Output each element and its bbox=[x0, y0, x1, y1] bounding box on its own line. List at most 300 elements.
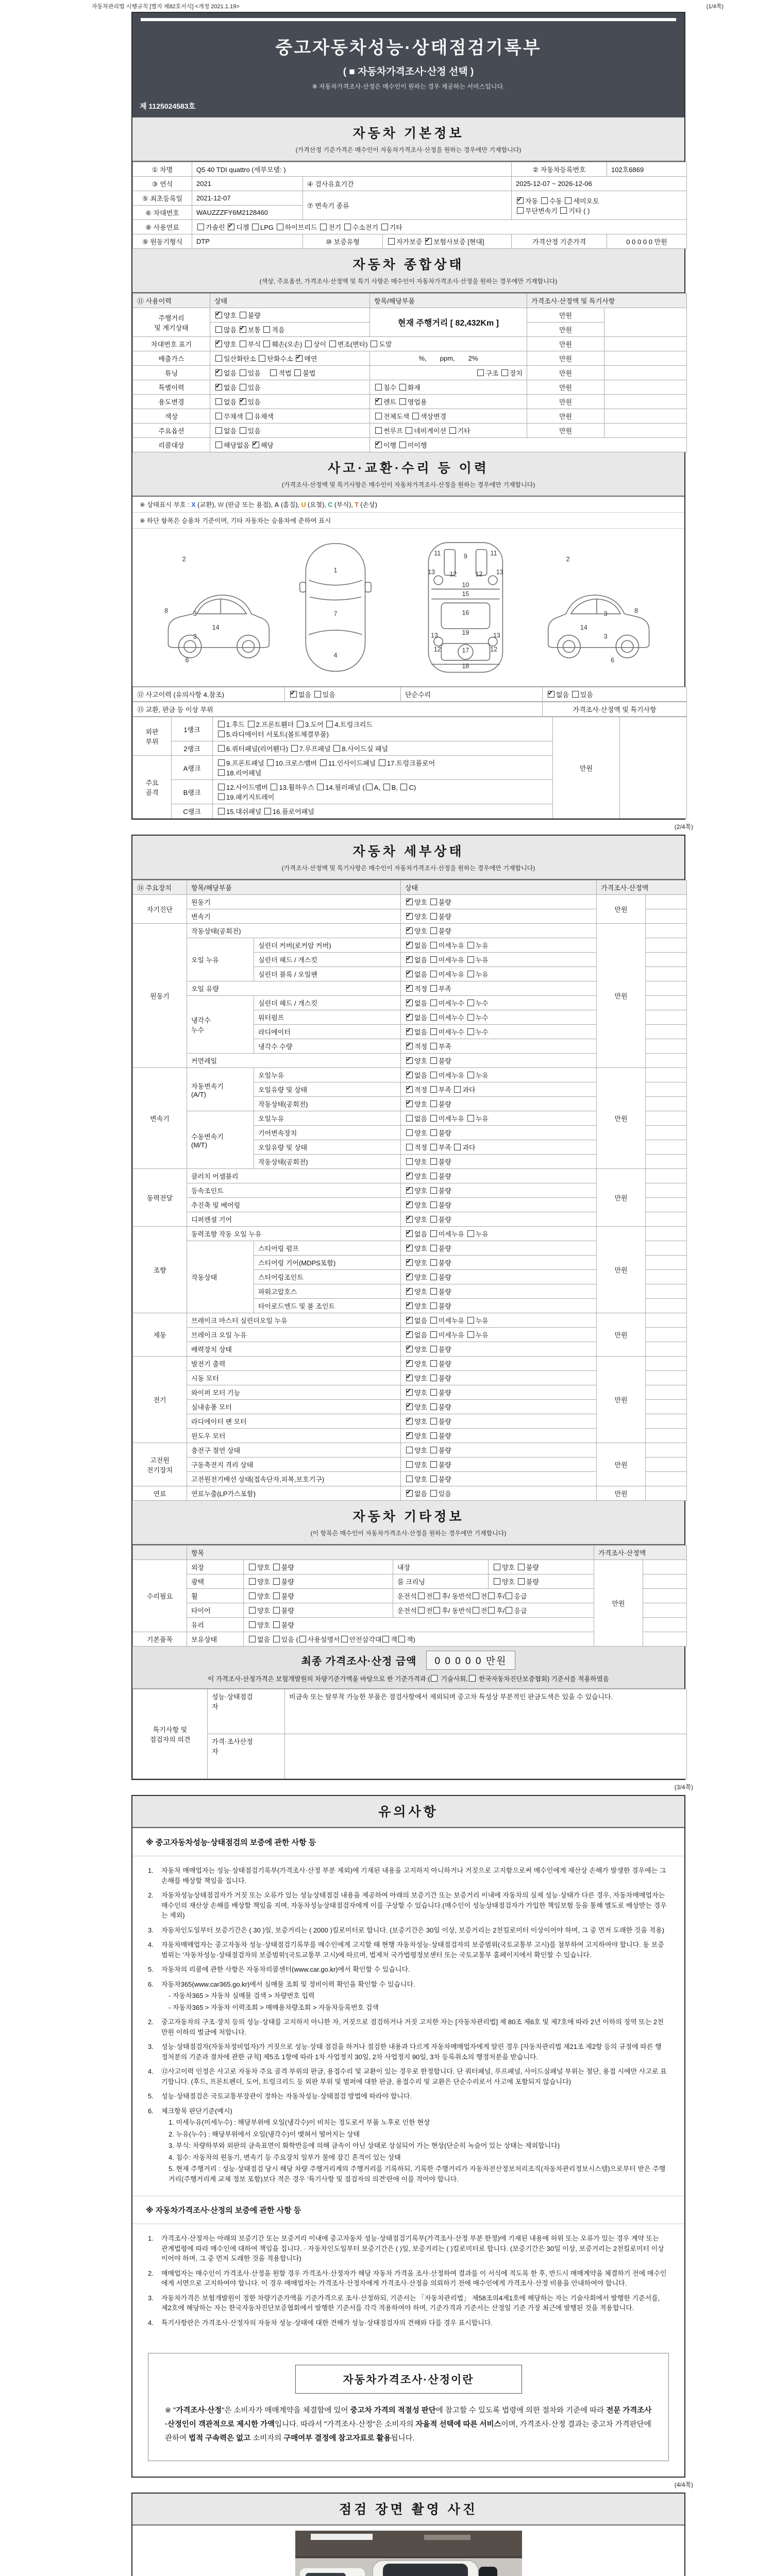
table-cell[interactable]: 양호 불량 bbox=[401, 1443, 597, 1458]
table-cell[interactable]: ✔ 양호 불량 bbox=[401, 1357, 597, 1371]
table-cell[interactable]: 양호 불량 bbox=[244, 1589, 393, 1603]
table-cell[interactable]: ✔ 양호 불량 bbox=[401, 1414, 597, 1429]
checkbox-unchecked[interactable] bbox=[406, 1461, 413, 1468]
table-cell[interactable]: 전체도색 색상변경 bbox=[370, 409, 527, 423]
table-cell[interactable]: ✔ 없음 미세누수 누수 bbox=[401, 1010, 597, 1025]
checkbox-checked[interactable] bbox=[425, 238, 432, 245]
checkbox-unchecked[interactable] bbox=[560, 207, 567, 214]
checkbox-checked[interactable] bbox=[406, 1274, 413, 1280]
checkbox-checked[interactable] bbox=[406, 1057, 413, 1064]
checkbox-unchecked[interactable] bbox=[430, 1057, 437, 1064]
table-cell[interactable]: ✔ 없음 미세누수 누수 bbox=[401, 1025, 597, 1039]
checkbox-unchecked[interactable] bbox=[215, 413, 222, 419]
checkbox-unchecked[interactable] bbox=[565, 197, 572, 204]
table-cell[interactable]: ✔ 양호 불량 bbox=[401, 1212, 597, 1227]
checkbox-unchecked[interactable] bbox=[320, 224, 327, 230]
checkbox-unchecked[interactable] bbox=[430, 1432, 437, 1439]
checkbox-unchecked[interactable] bbox=[218, 793, 225, 800]
checkbox-checked[interactable] bbox=[406, 1230, 413, 1237]
checkbox-unchecked[interactable] bbox=[473, 1592, 479, 1599]
table-cell[interactable]: ✔ 양호 불량 bbox=[401, 1256, 597, 1270]
checkbox-unchecked[interactable] bbox=[473, 1607, 479, 1614]
checkbox-checked[interactable] bbox=[548, 691, 554, 698]
table-cell[interactable]: ✔자동 수동 세미오토 무단변속기 기타 ( ) bbox=[512, 191, 687, 220]
table-cell[interactable]: 침수 화재 bbox=[370, 380, 527, 395]
table-cell[interactable]: ✔ 양호 불량 bbox=[401, 1284, 597, 1299]
checkbox-checked[interactable] bbox=[406, 1173, 413, 1179]
checkbox-unchecked[interactable] bbox=[430, 1447, 437, 1453]
table-cell[interactable]: ✔ 없음 미세누유 누유 bbox=[401, 967, 597, 981]
checkbox-unchecked[interactable] bbox=[218, 769, 225, 776]
checkbox-unchecked[interactable] bbox=[341, 1636, 348, 1642]
checkbox-unchecked[interactable] bbox=[518, 1578, 525, 1585]
checkbox-unchecked[interactable] bbox=[273, 1607, 280, 1614]
table-cell[interactable]: 양호 불량 bbox=[401, 1472, 597, 1486]
checkbox-unchecked[interactable] bbox=[406, 1129, 413, 1136]
table-cell[interactable]: 적정 부족 과다 bbox=[401, 1140, 597, 1155]
checkbox-unchecked[interactable] bbox=[271, 784, 277, 790]
checkbox-unchecked[interactable] bbox=[273, 1636, 280, 1642]
table-cell[interactable]: ✔ 없음 있음 bbox=[210, 380, 370, 395]
checkbox-unchecked[interactable] bbox=[398, 1636, 405, 1642]
checkbox-checked[interactable] bbox=[406, 1100, 413, 1107]
checkbox-unchecked[interactable] bbox=[294, 369, 301, 376]
checkbox-unchecked[interactable] bbox=[430, 1403, 437, 1410]
checkbox-unchecked[interactable] bbox=[218, 721, 225, 727]
checkbox-unchecked[interactable] bbox=[314, 691, 321, 698]
checkbox-unchecked[interactable] bbox=[501, 369, 508, 376]
checkbox-unchecked[interactable] bbox=[494, 1564, 500, 1570]
table-cell[interactable]: 구조 장치 bbox=[370, 366, 527, 380]
checkbox-checked[interactable] bbox=[406, 1360, 413, 1367]
table-cell[interactable]: ✔ 양호 불량 bbox=[401, 1299, 597, 1313]
table-cell: 2랭크 bbox=[172, 741, 213, 756]
checkbox-unchecked[interactable] bbox=[418, 1607, 425, 1614]
checkbox-unchecked[interactable] bbox=[488, 1607, 495, 1614]
table-cell[interactable]: ✔ 양호 불량 bbox=[401, 909, 597, 924]
checkbox-checked[interactable] bbox=[406, 956, 413, 963]
checkbox-unchecked[interactable] bbox=[430, 1043, 437, 1049]
table-cell[interactable]: 없음 있음 ( 사용설명서 안전삼각대 잭 잭) bbox=[244, 1632, 594, 1647]
other-section-title: 자동차 기타정보 bbox=[352, 1510, 464, 1524]
table-cell[interactable]: 가솔린 ✔디젤 LPG 하이브리드 전기 수소전기 기타 bbox=[192, 220, 687, 234]
checkbox-unchecked[interactable] bbox=[381, 224, 388, 230]
table-cell[interactable]: ✔ 양호 불량 bbox=[401, 1270, 597, 1284]
checkbox-unchecked[interactable] bbox=[431, 1675, 438, 1682]
checkbox-unchecked[interactable] bbox=[388, 238, 395, 245]
table-cell[interactable]: 없음 미세누유 누유 bbox=[401, 1111, 597, 1126]
checkbox-unchecked[interactable] bbox=[477, 369, 484, 376]
checkbox-unchecked[interactable] bbox=[406, 1476, 413, 1482]
table-cell[interactable]: ✔ 없음 있음 bbox=[543, 687, 687, 702]
checkbox-checked[interactable] bbox=[406, 999, 413, 1006]
checkbox-unchecked[interactable] bbox=[467, 971, 474, 977]
checkbox-checked[interactable] bbox=[406, 1317, 413, 1324]
checkbox-checked[interactable] bbox=[253, 442, 259, 448]
table-cell[interactable]: ✔ 렌트 영업용 bbox=[370, 395, 527, 409]
checkbox-unchecked[interactable] bbox=[430, 1028, 437, 1035]
table-cell[interactable]: ✔ 양호 불량 bbox=[401, 895, 597, 909]
checkbox-unchecked[interactable] bbox=[494, 1578, 500, 1585]
table-cell[interactable]: 15.대쉬패널 16.플로어패널 bbox=[213, 804, 553, 819]
table-cell[interactable]: 많음 ✔보통 적음 bbox=[210, 323, 370, 337]
checkbox-unchecked[interactable] bbox=[430, 1476, 437, 1482]
table-cell[interactable]: 양호 불량 bbox=[244, 1574, 393, 1589]
panel-number-3: 3 bbox=[603, 610, 608, 618]
checkbox-unchecked[interactable] bbox=[240, 312, 246, 318]
checkbox-unchecked[interactable] bbox=[430, 1375, 437, 1381]
checkbox-unchecked[interactable] bbox=[467, 1230, 474, 1237]
table-cell[interactable]: ✔ 없음 있음 bbox=[401, 1486, 597, 1501]
checkbox-checked[interactable] bbox=[406, 899, 413, 905]
checkbox-checked[interactable] bbox=[406, 1245, 413, 1251]
checkbox-unchecked[interactable] bbox=[273, 1621, 280, 1628]
checkbox-checked[interactable] bbox=[406, 1259, 413, 1266]
checkbox-unchecked[interactable] bbox=[418, 1592, 425, 1599]
table-cell[interactable]: ✔ 양호 불량 bbox=[401, 1385, 597, 1400]
checkbox-unchecked[interactable] bbox=[430, 1173, 437, 1179]
table-cell[interactable]: 없음 있음 bbox=[210, 423, 370, 438]
checkbox-unchecked[interactable] bbox=[488, 1592, 495, 1599]
table-cell[interactable]: ✔ 없음 미세누유 누유 bbox=[401, 938, 597, 953]
table-cell[interactable]: ✔ 양호 불량 bbox=[401, 1054, 597, 1068]
checkbox-unchecked[interactable] bbox=[467, 1115, 474, 1122]
table-cell[interactable]: 운전석 전 후/ 동반석 전 후/ 응급 bbox=[393, 1603, 594, 1618]
checkbox-checked[interactable] bbox=[215, 341, 222, 347]
checkbox-checked[interactable] bbox=[240, 326, 246, 333]
checkbox-unchecked[interactable] bbox=[291, 745, 298, 752]
checkbox-unchecked[interactable] bbox=[249, 1592, 256, 1599]
checkbox-unchecked[interactable] bbox=[430, 1288, 437, 1295]
checkbox-unchecked[interactable] bbox=[329, 341, 336, 347]
checkbox-checked[interactable] bbox=[517, 197, 524, 204]
checkbox-unchecked[interactable] bbox=[430, 1072, 437, 1078]
checkbox-unchecked[interactable] bbox=[506, 1592, 512, 1599]
checkbox-unchecked[interactable] bbox=[430, 985, 437, 992]
table-cell[interactable]: 양호 불량 bbox=[401, 1458, 597, 1472]
checkbox-unchecked[interactable] bbox=[267, 759, 274, 766]
accident-section-title: 사고·교환·수리 등 이력 bbox=[328, 461, 489, 476]
checkbox-unchecked[interactable] bbox=[430, 1129, 437, 1136]
checkbox-unchecked[interactable] bbox=[305, 341, 312, 347]
checkbox-unchecked[interactable] bbox=[249, 1564, 256, 1570]
checkbox-unchecked[interactable] bbox=[430, 1360, 437, 1367]
checkbox-checked[interactable] bbox=[406, 1403, 413, 1410]
checkbox-checked[interactable] bbox=[406, 1201, 413, 1208]
checkbox-unchecked[interactable] bbox=[400, 784, 407, 790]
checkbox-checked[interactable] bbox=[406, 1086, 413, 1093]
checkbox-checked[interactable] bbox=[406, 1302, 413, 1309]
checkbox-unchecked[interactable] bbox=[273, 1592, 280, 1599]
table-cell[interactable]: ✔ 양호 불량 bbox=[401, 1198, 597, 1212]
checkbox-checked[interactable] bbox=[406, 1216, 413, 1223]
checkbox-unchecked[interactable] bbox=[430, 899, 437, 905]
checkbox-unchecked[interactable] bbox=[270, 369, 277, 376]
table-cell[interactable]: ✔ 양호 불량 bbox=[401, 1183, 597, 1198]
table-cell[interactable]: ✔ 없음 있음 bbox=[285, 687, 401, 702]
table-cell[interactable]: 자가보증 ✔보험사보증 [현대] bbox=[383, 234, 512, 249]
checkbox-unchecked[interactable] bbox=[326, 721, 333, 727]
checkbox-unchecked[interactable] bbox=[430, 1418, 437, 1425]
checkbox-unchecked[interactable] bbox=[430, 1490, 437, 1497]
checkbox-unchecked[interactable] bbox=[366, 784, 373, 790]
table-cell[interactable]: 양호 불량 bbox=[401, 1155, 597, 1169]
table-cell[interactable]: ✔ 없음 있음 적법 불법 bbox=[210, 366, 370, 380]
checkbox-checked[interactable] bbox=[406, 1187, 413, 1194]
checkbox-unchecked[interactable] bbox=[249, 1578, 256, 1585]
checkbox-unchecked[interactable] bbox=[430, 1302, 437, 1309]
checkbox-checked[interactable] bbox=[375, 398, 382, 405]
checkbox-unchecked[interactable] bbox=[379, 759, 385, 766]
checkbox-unchecked[interactable] bbox=[249, 1636, 256, 1642]
checkbox-unchecked[interactable] bbox=[430, 1115, 437, 1122]
checkbox-unchecked[interactable] bbox=[259, 355, 265, 362]
checkbox-unchecked[interactable] bbox=[430, 913, 437, 920]
table-cell[interactable]: ✔ 없음 미세누유 누유 bbox=[401, 1313, 597, 1328]
checkbox-unchecked[interactable] bbox=[430, 1259, 437, 1266]
checkbox-unchecked[interactable] bbox=[430, 1230, 437, 1237]
checkbox-unchecked[interactable] bbox=[197, 224, 204, 230]
checkbox-checked[interactable] bbox=[406, 1072, 413, 1078]
checkbox-unchecked[interactable] bbox=[467, 1072, 474, 1078]
checkbox-unchecked[interactable] bbox=[215, 442, 222, 448]
checkbox-unchecked[interactable] bbox=[382, 1636, 389, 1642]
checkbox-unchecked[interactable] bbox=[218, 784, 225, 790]
table-cell[interactable]: ✔ 없음 미세누유 누유 bbox=[401, 953, 597, 967]
checkbox-checked[interactable] bbox=[215, 369, 222, 376]
checkbox-unchecked[interactable] bbox=[333, 745, 340, 752]
checkbox-unchecked[interactable] bbox=[467, 1014, 474, 1021]
checkbox-unchecked[interactable] bbox=[248, 721, 255, 727]
table-cell[interactable]: ✔ 양호 불량 bbox=[401, 1097, 597, 1111]
table-cell[interactable]: ✔양호 불량 bbox=[210, 308, 370, 323]
checkbox-unchecked[interactable] bbox=[572, 691, 579, 698]
checkbox-unchecked[interactable] bbox=[467, 999, 474, 1006]
checkbox-checked[interactable] bbox=[215, 384, 222, 391]
checkbox-unchecked[interactable] bbox=[467, 956, 474, 963]
panel-number-13: 13 bbox=[427, 568, 435, 576]
checkbox-unchecked[interactable] bbox=[430, 999, 437, 1006]
checkbox-unchecked[interactable] bbox=[449, 427, 456, 434]
table-cell[interactable]: ✔ 적정 부족 bbox=[401, 981, 597, 996]
table-cell[interactable]: 양호 불량 bbox=[244, 1560, 393, 1574]
checkbox-unchecked[interactable] bbox=[273, 1564, 280, 1570]
table-cell: ① 차명 bbox=[133, 162, 192, 177]
table-cell[interactable]: ✔ 적정 부족 과다 bbox=[401, 1082, 597, 1097]
checkbox-checked[interactable] bbox=[406, 1490, 413, 1497]
checkbox-checked[interactable] bbox=[406, 1375, 413, 1381]
checkbox-unchecked[interactable] bbox=[430, 1144, 437, 1150]
checkbox-checked[interactable] bbox=[406, 913, 413, 920]
table-cell[interactable]: 썬루프 네비게이션 기타 bbox=[370, 423, 527, 438]
checkbox-unchecked[interactable] bbox=[430, 1216, 437, 1223]
checkbox-checked[interactable] bbox=[406, 1028, 413, 1035]
checkbox-unchecked[interactable] bbox=[430, 1346, 437, 1352]
checkbox-unchecked[interactable] bbox=[240, 341, 246, 347]
table-cell[interactable]: 무채색 유채색 bbox=[210, 409, 370, 423]
checkbox-unchecked[interactable] bbox=[399, 384, 406, 391]
checkbox-checked[interactable] bbox=[228, 224, 234, 230]
table-cell[interactable]: ✔ 없음 미세누유 누유 bbox=[401, 1068, 597, 1082]
checkbox-unchecked[interactable] bbox=[506, 1607, 512, 1614]
checkbox-unchecked[interactable] bbox=[240, 369, 246, 376]
checkbox-unchecked[interactable] bbox=[218, 808, 225, 815]
checkbox-unchecked[interactable] bbox=[430, 1158, 437, 1165]
table-cell[interactable]: ✔ 양호 불량 bbox=[401, 1429, 597, 1443]
checkbox-checked[interactable] bbox=[375, 442, 382, 448]
checkbox-unchecked[interactable] bbox=[218, 745, 225, 752]
checkbox-unchecked[interactable] bbox=[430, 942, 437, 948]
checkbox-unchecked[interactable] bbox=[430, 971, 437, 977]
checkbox-unchecked[interactable] bbox=[469, 1675, 476, 1682]
table-cell[interactable]: ✔ 없음 미세누수 누수 bbox=[401, 996, 597, 1010]
checkbox-unchecked[interactable] bbox=[454, 1144, 461, 1150]
checkbox-unchecked[interactable] bbox=[240, 384, 246, 391]
checkbox-unchecked[interactable] bbox=[433, 1592, 440, 1599]
car-diagram-wrap bbox=[132, 529, 684, 687]
checkbox-unchecked[interactable] bbox=[317, 784, 324, 790]
checkbox-unchecked[interactable] bbox=[430, 927, 437, 934]
table-cell[interactable]: ✔ 없음 미세누유 누유 bbox=[401, 1227, 597, 1241]
table-cell[interactable]: 1.후드 2.프론트휀더 3.도어 4.트렁크리드 5.라디에이터 서포트(볼트체결부품) bbox=[213, 717, 553, 741]
checkbox-unchecked[interactable] bbox=[406, 1144, 413, 1150]
checkbox-unchecked[interactable] bbox=[218, 731, 225, 737]
checkbox-unchecked[interactable] bbox=[249, 1607, 256, 1614]
checkbox-unchecked[interactable] bbox=[215, 427, 222, 434]
checkbox-unchecked[interactable] bbox=[467, 1331, 474, 1338]
checkbox-unchecked[interactable] bbox=[399, 442, 406, 448]
table-cell[interactable]: 없음 ✔있음 bbox=[210, 395, 370, 409]
table-cell[interactable]: 양호 불량 bbox=[244, 1618, 594, 1632]
checkbox-unchecked[interactable] bbox=[430, 1014, 437, 1021]
table-cell[interactable]: 양호 불량 bbox=[489, 1560, 594, 1574]
checkbox-checked[interactable] bbox=[406, 1288, 413, 1295]
checkbox-unchecked[interactable] bbox=[406, 1447, 413, 1453]
checkbox-unchecked[interactable] bbox=[430, 1086, 437, 1093]
checkbox-unchecked[interactable] bbox=[263, 341, 270, 347]
table-cell[interactable]: 해당없음 ✔해당 bbox=[210, 438, 370, 452]
table-cell[interactable]: ✔ 양호 불량 bbox=[401, 924, 597, 938]
checkbox-unchecked[interactable] bbox=[273, 1578, 280, 1585]
checkbox-unchecked[interactable] bbox=[430, 1461, 437, 1468]
checkbox-unchecked[interactable] bbox=[399, 398, 406, 405]
checkbox-unchecked[interactable] bbox=[297, 721, 304, 727]
checkbox-checked[interactable] bbox=[406, 942, 413, 948]
checkbox-checked[interactable] bbox=[406, 1346, 413, 1352]
checkbox-unchecked[interactable] bbox=[218, 759, 225, 766]
checkbox-unchecked[interactable] bbox=[263, 326, 270, 333]
table-cell[interactable]: ✔ 양호 불량 bbox=[401, 1371, 597, 1385]
checkbox-unchecked[interactable] bbox=[299, 1636, 306, 1642]
checkbox-checked[interactable] bbox=[406, 971, 413, 977]
table-cell[interactable]: 양호 불량 bbox=[244, 1603, 393, 1618]
table-cell[interactable]: ✔ 양호 부식 훼손(오손) 상이 변조(변타) 도말 bbox=[210, 337, 527, 351]
notice-item-number: 2. bbox=[148, 1891, 154, 1899]
table-cell[interactable]: 일산화탄소 탄화수소 ✔매연 bbox=[210, 351, 370, 366]
checkbox-unchecked[interactable] bbox=[430, 956, 437, 963]
table-cell[interactable]: ✔ 양호 불량 bbox=[401, 1241, 597, 1256]
table-cell[interactable]: ✔ 양호 불량 bbox=[401, 1169, 597, 1183]
checkbox-unchecked[interactable] bbox=[430, 1187, 437, 1194]
checkbox-unchecked[interactable] bbox=[249, 1621, 256, 1628]
checkbox-checked[interactable] bbox=[240, 398, 246, 405]
checkbox-unchecked[interactable] bbox=[375, 427, 382, 434]
table-cell[interactable]: 운전석 전 후/ 동반석 전 후/ 응급 bbox=[393, 1589, 594, 1603]
table-cell[interactable]: ✔ 양호 불량 bbox=[401, 1400, 597, 1414]
notice-block-heading: ※ 자동차가격조사·산정의 보증에 관한 사항 등 bbox=[132, 2196, 684, 2224]
checkbox-unchecked[interactable] bbox=[344, 224, 351, 230]
checkbox-checked[interactable] bbox=[290, 691, 297, 698]
checkbox-unchecked[interactable] bbox=[430, 1331, 437, 1338]
checkbox-unchecked[interactable] bbox=[240, 427, 246, 434]
checkbox-checked[interactable] bbox=[406, 1043, 413, 1049]
checkbox-unchecked[interactable] bbox=[430, 1100, 437, 1107]
checkbox-checked[interactable] bbox=[406, 1418, 413, 1425]
table-cell[interactable]: ✔ 양호 불량 bbox=[401, 1342, 597, 1357]
notice-item-number: 5. bbox=[148, 1965, 154, 1973]
checkbox-unchecked[interactable] bbox=[406, 1115, 413, 1122]
checkbox-unchecked[interactable] bbox=[412, 413, 419, 419]
table-cell[interactable]: 12.사이드멤버 13.휠하우스 14.필러패널 ( A, B, C) 19.패키지트레이 bbox=[213, 780, 553, 804]
table-cell[interactable]: ✔ 없음 미세누유 누유 bbox=[401, 1328, 597, 1342]
checkbox-checked[interactable] bbox=[215, 312, 222, 318]
table-cell[interactable]: ✔ 적정 부족 bbox=[401, 1039, 597, 1054]
checkbox-checked[interactable] bbox=[406, 985, 413, 992]
table-cell[interactable]: ✔ 이행 미이행 bbox=[370, 438, 687, 452]
checkbox-unchecked[interactable] bbox=[371, 341, 377, 347]
checkbox-unchecked[interactable] bbox=[277, 224, 283, 230]
checkbox-checked[interactable] bbox=[406, 1432, 413, 1439]
checkbox-unchecked[interactable] bbox=[430, 1245, 437, 1251]
checkbox-checked[interactable] bbox=[406, 1331, 413, 1338]
checkbox-unchecked[interactable] bbox=[215, 326, 222, 333]
checkbox-unchecked[interactable] bbox=[518, 1564, 525, 1570]
checkbox-unchecked[interactable] bbox=[430, 1201, 437, 1208]
checkbox-unchecked[interactable] bbox=[454, 1086, 461, 1093]
checkbox-unchecked[interactable] bbox=[406, 427, 412, 434]
checkbox-unchecked[interactable] bbox=[215, 398, 222, 405]
checkbox-unchecked[interactable] bbox=[467, 942, 474, 948]
checkbox-unchecked[interactable] bbox=[430, 1317, 437, 1324]
checkbox-checked[interactable] bbox=[296, 355, 303, 362]
checkbox-unchecked[interactable] bbox=[215, 355, 222, 362]
checkbox-unchecked[interactable] bbox=[406, 1158, 413, 1165]
checkbox-unchecked[interactable] bbox=[375, 413, 382, 419]
table-cell[interactable]: 6.쿼터패널(리어휀다) 7.루프패널 8.사이드실 패널 bbox=[213, 741, 553, 756]
notice-section-header bbox=[132, 1796, 684, 1828]
checkbox-checked[interactable] bbox=[406, 927, 413, 934]
checkbox-unchecked[interactable] bbox=[375, 384, 382, 391]
checkbox-unchecked[interactable] bbox=[467, 1317, 474, 1324]
checkbox-unchecked[interactable] bbox=[467, 1028, 474, 1035]
checkbox-unchecked[interactable] bbox=[246, 413, 253, 419]
table-cell[interactable]: 9.프론트패널 10.크로스멤버 11.인사이드패널 17.트렁크플로어 18.리어패널 bbox=[213, 756, 553, 780]
table-cell[interactable]: 양호 불량 bbox=[489, 1574, 594, 1589]
checkbox-unchecked[interactable] bbox=[541, 197, 548, 204]
checkbox-unchecked[interactable] bbox=[517, 207, 524, 214]
checkbox-unchecked[interactable] bbox=[433, 1607, 440, 1614]
checkbox-unchecked[interactable] bbox=[252, 224, 259, 230]
checkbox-checked[interactable] bbox=[406, 1014, 413, 1021]
checkbox-unchecked[interactable] bbox=[430, 1389, 437, 1396]
checkbox-unchecked[interactable] bbox=[383, 784, 390, 790]
checkbox-unchecked[interactable] bbox=[264, 808, 271, 815]
checkbox-checked[interactable] bbox=[406, 1389, 413, 1396]
table-cell: B랭크 bbox=[172, 780, 213, 804]
checkbox-unchecked[interactable] bbox=[320, 759, 327, 766]
table-cell[interactable]: 양호 불량 bbox=[401, 1126, 597, 1140]
checkbox-unchecked[interactable] bbox=[430, 1274, 437, 1280]
